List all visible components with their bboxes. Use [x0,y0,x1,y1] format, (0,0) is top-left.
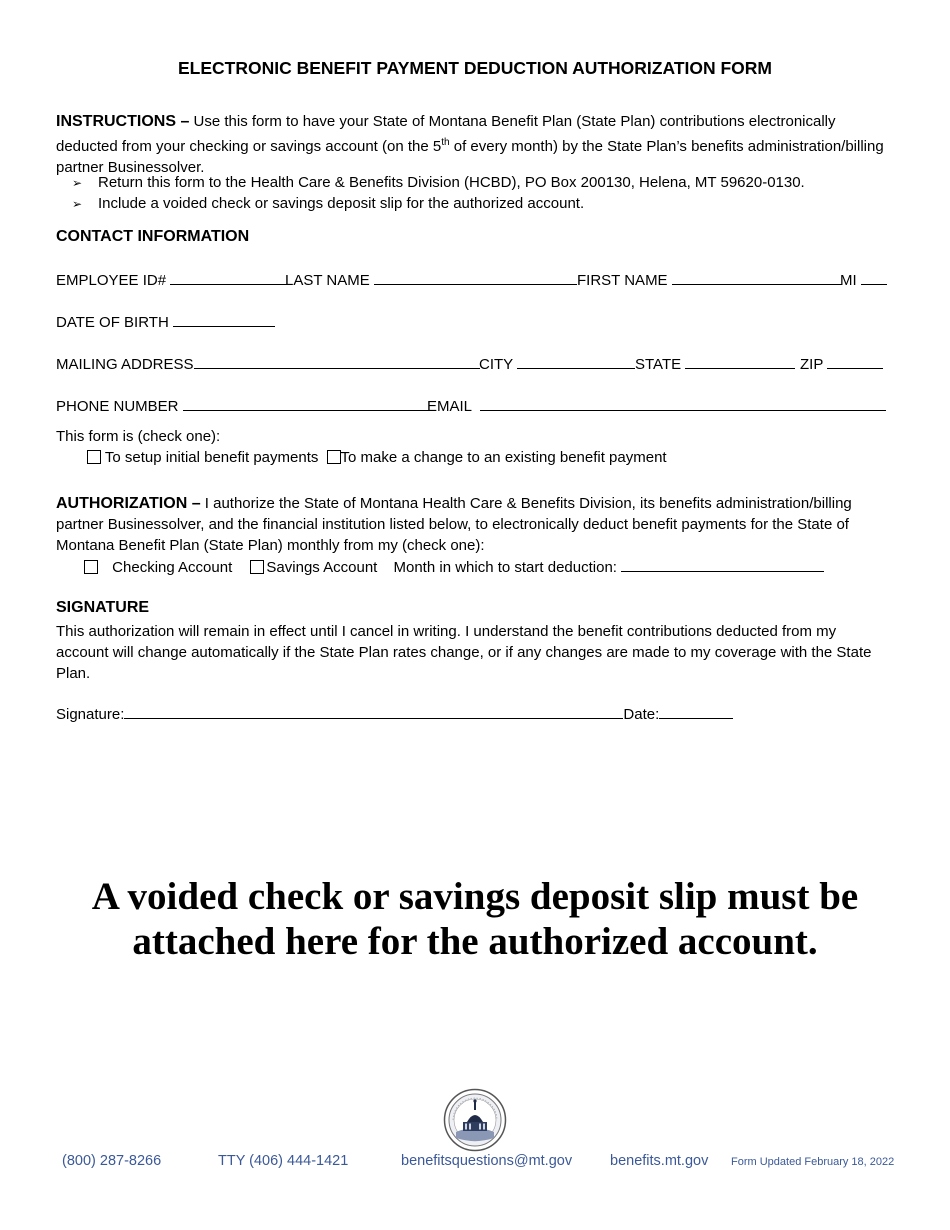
zip-field[interactable] [800,354,883,373]
date-label: Date: [623,706,660,723]
state-field[interactable] [635,354,795,373]
account-type-options [84,557,824,576]
signature-line[interactable] [124,704,623,719]
form-type-prompt: This form is (check one): [56,428,221,445]
city-line[interactable] [517,354,635,369]
change-option-label: To make a change to an existing benefit payment [340,449,667,466]
authorization-paragraph [56,493,886,556]
change-checkbox[interactable] [327,450,341,464]
zip-line[interactable] [827,354,883,369]
instruction-bullet-1 [72,174,805,191]
mailing-address-field[interactable] [56,354,480,373]
first-name-label: FIRST NAME [577,272,668,289]
mi-line[interactable] [861,270,887,285]
voided-check-notice [0,874,950,964]
footer-tty[interactable]: TTY (406) 444-1421 [218,1153,349,1169]
instruction-bullet-2 [72,195,584,212]
state-label: STATE [635,356,682,373]
employee-id-field[interactable] [56,270,288,289]
first-name-field[interactable] [577,270,842,289]
form-updated-note: Form Updated February 18, 2022 [731,1156,895,1168]
instructions-text-a: Use this form to have your State of Montana Benefit Plan (State Plan) contributions electronically deducted from your checking or savings account (on the 5 [56,113,836,155]
signature-heading: SIGNATURE [56,599,150,616]
last-name-label: LAST NAME [285,272,370,289]
start-month-label: Month in which to start deduction: [393,559,617,576]
date-line[interactable] [659,704,733,719]
arrow-bullet-icon: ➢ [72,176,83,190]
footer-phone[interactable]: (800) 287-8266 [62,1153,162,1169]
setup-checkbox[interactable] [87,450,101,464]
dob-label: DATE OF BIRTH [56,314,169,331]
bullet-text: Return this form to the Health Care & Benefits Division (HCBD), PO Box 200130, Helena, MT 59620-0130. [98,174,805,191]
state-seal-logo-icon [443,1088,507,1152]
arrow-bullet-icon: ➢ [72,197,83,211]
zip-label: ZIP [800,356,824,373]
city-label: CITY [479,356,513,373]
authorization-label: AUTHORIZATION – [56,495,201,512]
dob-line[interactable] [173,312,275,327]
last-name-field[interactable] [285,270,577,289]
authorization-text: I authorize the State of Montana Health Care & Benefits Division, its benefits administration/billing partner Businessolver, and the financial institution listed below, to electronically deduct benefit payments for the State of Montana Benefit Plan (State Plan) monthly from my (check one): [56,495,852,554]
first-name-line[interactable] [672,270,842,285]
checking-checkbox[interactable] [84,560,98,574]
setup-option-label: To setup initial benefit payments [104,449,319,466]
phone-line[interactable] [183,396,431,411]
notice-line-2: attached here for the authorized account. [132,920,818,963]
state-line[interactable] [685,354,795,369]
instructions-label: INSTRUCTIONS – [56,113,190,130]
signature-row [56,704,733,723]
start-month-line[interactable] [621,557,824,572]
checking-label: Checking Account [112,559,233,576]
signature-text: This authorization will remain in effect until I cancel in writing. I understand the benefit contributions deducted from my account will change automatically if the State Plan rates change, or if any changes are made to my coverage with the State Plan. [56,623,872,682]
employee-id-line[interactable] [170,270,288,285]
footer-email-link[interactable]: benefitsquestions@mt.gov [401,1153,573,1169]
phone-label: PHONE NUMBER [56,398,179,415]
instructions-sup: th [441,137,450,148]
phone-field[interactable] [56,396,431,415]
last-name-line[interactable] [374,270,577,285]
mi-field[interactable] [840,270,887,289]
contact-row-name [56,270,890,292]
savings-label: Savings Account [266,559,378,576]
mailing-address-label: MAILING ADDRESS [56,356,194,373]
employee-id-label: EMPLOYEE ID# [56,272,167,289]
dob-field[interactable] [56,312,275,331]
instructions-text-b: of every month) by the State Plan’s benefits administration/billing partner Businessolver. [56,138,884,176]
form-title: ELECTRONIC BENEFIT PAYMENT DEDUCTION AUTHORIZATION FORM [177,58,773,78]
city-field[interactable] [479,354,635,373]
signature-label: Signature: [56,706,125,723]
contact-row-phone [56,396,890,418]
bullet-text: Include a voided check or savings deposit slip for the authorized account. [98,195,585,212]
contact-row-dob [56,312,890,334]
footer-website-link[interactable]: benefits.mt.gov [610,1153,709,1169]
notice-line-1: A voided check or savings deposit slip must be [91,875,859,918]
mailing-address-line[interactable] [194,354,480,369]
instructions-paragraph [56,111,886,178]
email-line[interactable] [480,396,886,411]
email-label: EMAIL [427,398,472,415]
form-type-options [87,449,667,466]
email-field[interactable] [427,396,886,415]
savings-checkbox[interactable] [250,560,264,574]
contact-heading: CONTACT INFORMATION [56,228,250,245]
mi-label: MI [840,272,857,289]
contact-row-address [56,354,890,376]
